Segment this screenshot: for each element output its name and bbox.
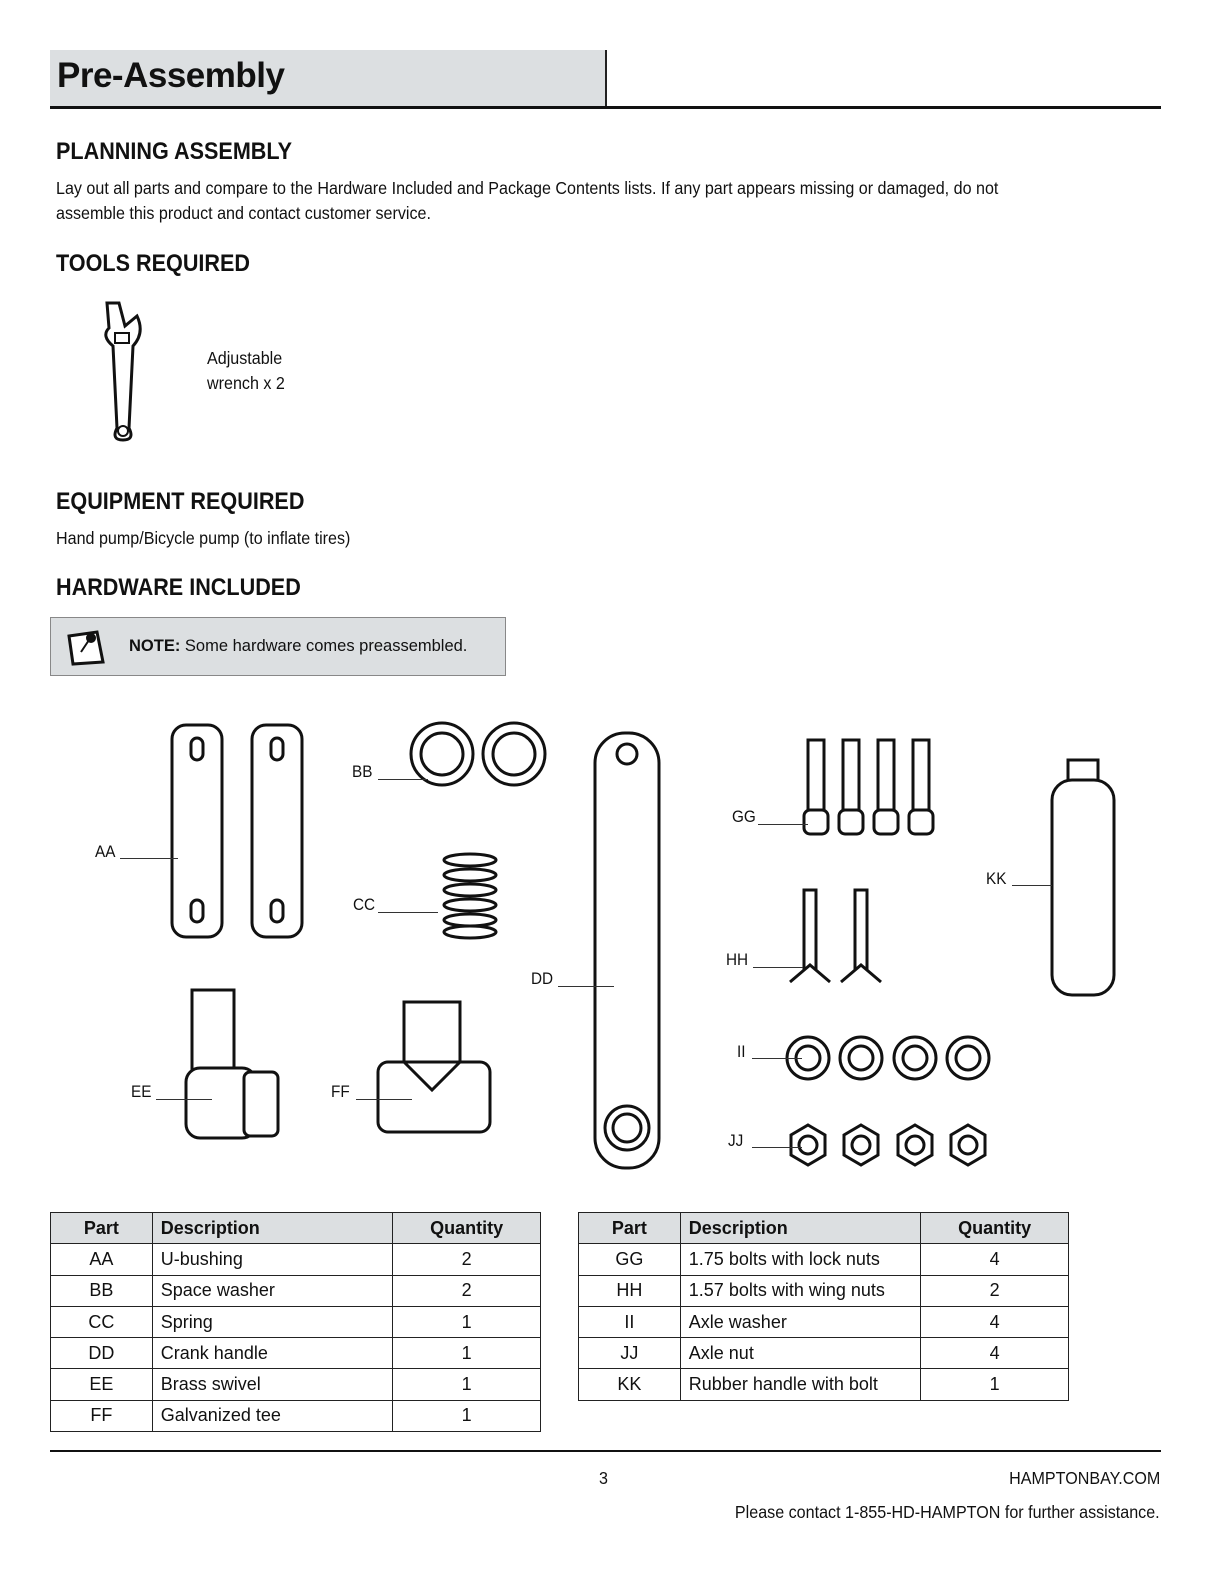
leader-line bbox=[752, 1058, 802, 1059]
part-cell: AA bbox=[51, 1244, 153, 1275]
part-cell: KK bbox=[579, 1369, 681, 1400]
brass-swivel-drawing bbox=[186, 990, 278, 1138]
part-cell: JJ bbox=[579, 1338, 681, 1369]
column-header: Description bbox=[680, 1213, 920, 1244]
part-cell: BB bbox=[51, 1275, 153, 1306]
quantity-cell: 4 bbox=[921, 1306, 1069, 1337]
table-row bbox=[579, 1338, 1069, 1369]
label-jj: JJ bbox=[728, 1131, 744, 1150]
quantity-cell: 1 bbox=[393, 1306, 541, 1337]
label-aa: AA bbox=[95, 842, 116, 861]
part-cell: II bbox=[579, 1306, 681, 1337]
part-cell: DD bbox=[51, 1338, 153, 1369]
part-cell: EE bbox=[51, 1369, 153, 1400]
axle-washer-drawing bbox=[787, 1037, 989, 1079]
table-row bbox=[579, 1306, 1069, 1337]
note-text: Some hardware comes preassembled. bbox=[180, 637, 468, 655]
column-header: Description bbox=[152, 1213, 392, 1244]
tools-heading: TOOLS REQUIRED bbox=[56, 250, 251, 277]
description-cell: Galvanized tee bbox=[152, 1400, 392, 1431]
leader-line bbox=[758, 824, 808, 825]
quantity-cell: 4 bbox=[921, 1338, 1069, 1369]
quantity-cell: 2 bbox=[393, 1275, 541, 1306]
leader-line bbox=[753, 967, 803, 968]
leader-line bbox=[356, 1099, 412, 1100]
u-bushing-drawing bbox=[172, 725, 302, 937]
planning-heading: PLANNING ASSEMBLY bbox=[56, 138, 293, 165]
column-header: Part bbox=[51, 1213, 153, 1244]
description-cell: Rubber handle with bolt bbox=[680, 1369, 920, 1400]
leader-line bbox=[1012, 885, 1052, 886]
table-row bbox=[51, 1369, 541, 1400]
description-cell: Brass swivel bbox=[152, 1369, 392, 1400]
quantity-cell: 4 bbox=[921, 1244, 1069, 1275]
quantity-cell: 1 bbox=[393, 1400, 541, 1431]
leader-line bbox=[120, 858, 178, 859]
axle-nut-drawing bbox=[791, 1125, 985, 1165]
table-row bbox=[51, 1275, 541, 1306]
note-pin-icon bbox=[65, 626, 109, 668]
part-cell: HH bbox=[579, 1275, 681, 1306]
label-kk: KK bbox=[986, 869, 1007, 888]
page-number: 3 bbox=[599, 1468, 608, 1488]
hardware-illustration bbox=[0, 700, 1225, 1180]
description-cell: Crank handle bbox=[152, 1338, 392, 1369]
column-header: Quantity bbox=[393, 1213, 541, 1244]
tool-label-2: wrench x 2 bbox=[207, 373, 285, 393]
header-rule bbox=[50, 106, 1161, 109]
table-row bbox=[579, 1369, 1069, 1400]
space-washer-drawing bbox=[411, 723, 545, 785]
table-row bbox=[51, 1400, 541, 1431]
description-cell: 1.75 bolts with lock nuts bbox=[680, 1244, 920, 1275]
planning-text-1: Lay out all parts and compare to the Hardware Included and Package Contents lists. If any part appears missing or damaged, do not bbox=[56, 178, 999, 198]
part-cell: CC bbox=[51, 1306, 153, 1337]
table-header-row bbox=[51, 1213, 541, 1244]
label-gg: GG bbox=[732, 807, 756, 826]
quantity-cell: 1 bbox=[921, 1369, 1069, 1400]
label-cc: CC bbox=[353, 895, 376, 914]
hardware-table-right bbox=[578, 1212, 1069, 1401]
table-header-row bbox=[579, 1213, 1069, 1244]
description-cell: Spring bbox=[152, 1306, 392, 1337]
leader-line bbox=[752, 1147, 802, 1148]
page-title: Pre-Assembly bbox=[57, 56, 285, 95]
leader-line bbox=[558, 986, 614, 987]
tool-label-1: Adjustable bbox=[207, 348, 283, 368]
website: HAMPTONBAY.COM bbox=[1008, 1468, 1160, 1488]
label-ee: EE bbox=[131, 1082, 152, 1101]
leader-line bbox=[378, 779, 428, 780]
part-cell: FF bbox=[51, 1400, 153, 1431]
description-cell: U-bushing bbox=[152, 1244, 392, 1275]
leader-line bbox=[156, 1099, 212, 1100]
label-ii: II bbox=[737, 1042, 746, 1061]
description-cell: Axle nut bbox=[680, 1338, 920, 1369]
quantity-cell: 2 bbox=[393, 1244, 541, 1275]
equipment-heading: EQUIPMENT REQUIRED bbox=[56, 488, 305, 515]
table-row bbox=[579, 1244, 1069, 1275]
rubber-handle-drawing bbox=[1052, 760, 1114, 995]
table-row bbox=[51, 1306, 541, 1337]
label-hh: HH bbox=[726, 950, 749, 969]
note-box bbox=[50, 617, 506, 676]
label-dd: DD bbox=[531, 969, 554, 988]
quantity-cell: 2 bbox=[921, 1275, 1069, 1306]
bolts-hh-drawing bbox=[790, 890, 881, 982]
description-cell: Axle washer bbox=[680, 1306, 920, 1337]
column-header: Quantity bbox=[921, 1213, 1069, 1244]
label-bb: BB bbox=[352, 762, 373, 781]
contact-text: Please contact 1-855-HD-HAMPTON for further assistance. bbox=[735, 1502, 1160, 1522]
table-row bbox=[51, 1338, 541, 1369]
quantity-cell: 1 bbox=[393, 1369, 541, 1400]
adjustable-wrench-icon bbox=[95, 298, 155, 443]
footer-rule bbox=[50, 1450, 1161, 1452]
galvanized-tee-drawing bbox=[378, 1002, 490, 1132]
hardware-heading: HARDWARE INCLUDED bbox=[56, 574, 301, 601]
equipment-text: Hand pump/Bicycle pump (to inflate tires) bbox=[56, 528, 351, 548]
note-label: NOTE: bbox=[129, 637, 181, 655]
leader-line bbox=[378, 912, 438, 913]
description-cell: 1.57 bolts with wing nuts bbox=[680, 1275, 920, 1306]
label-ff: FF bbox=[331, 1082, 350, 1101]
planning-text-2: assemble this product and contact customer service. bbox=[56, 203, 431, 223]
bolts-gg-drawing bbox=[804, 740, 933, 834]
description-cell: Space washer bbox=[152, 1275, 392, 1306]
spring-drawing bbox=[444, 854, 496, 938]
hardware-table-left bbox=[50, 1212, 541, 1432]
crank-handle-drawing bbox=[595, 733, 659, 1168]
table-row bbox=[51, 1244, 541, 1275]
column-header: Part bbox=[579, 1213, 681, 1244]
section-header bbox=[50, 50, 607, 107]
table-row bbox=[579, 1275, 1069, 1306]
part-cell: GG bbox=[579, 1244, 681, 1275]
quantity-cell: 1 bbox=[393, 1338, 541, 1369]
